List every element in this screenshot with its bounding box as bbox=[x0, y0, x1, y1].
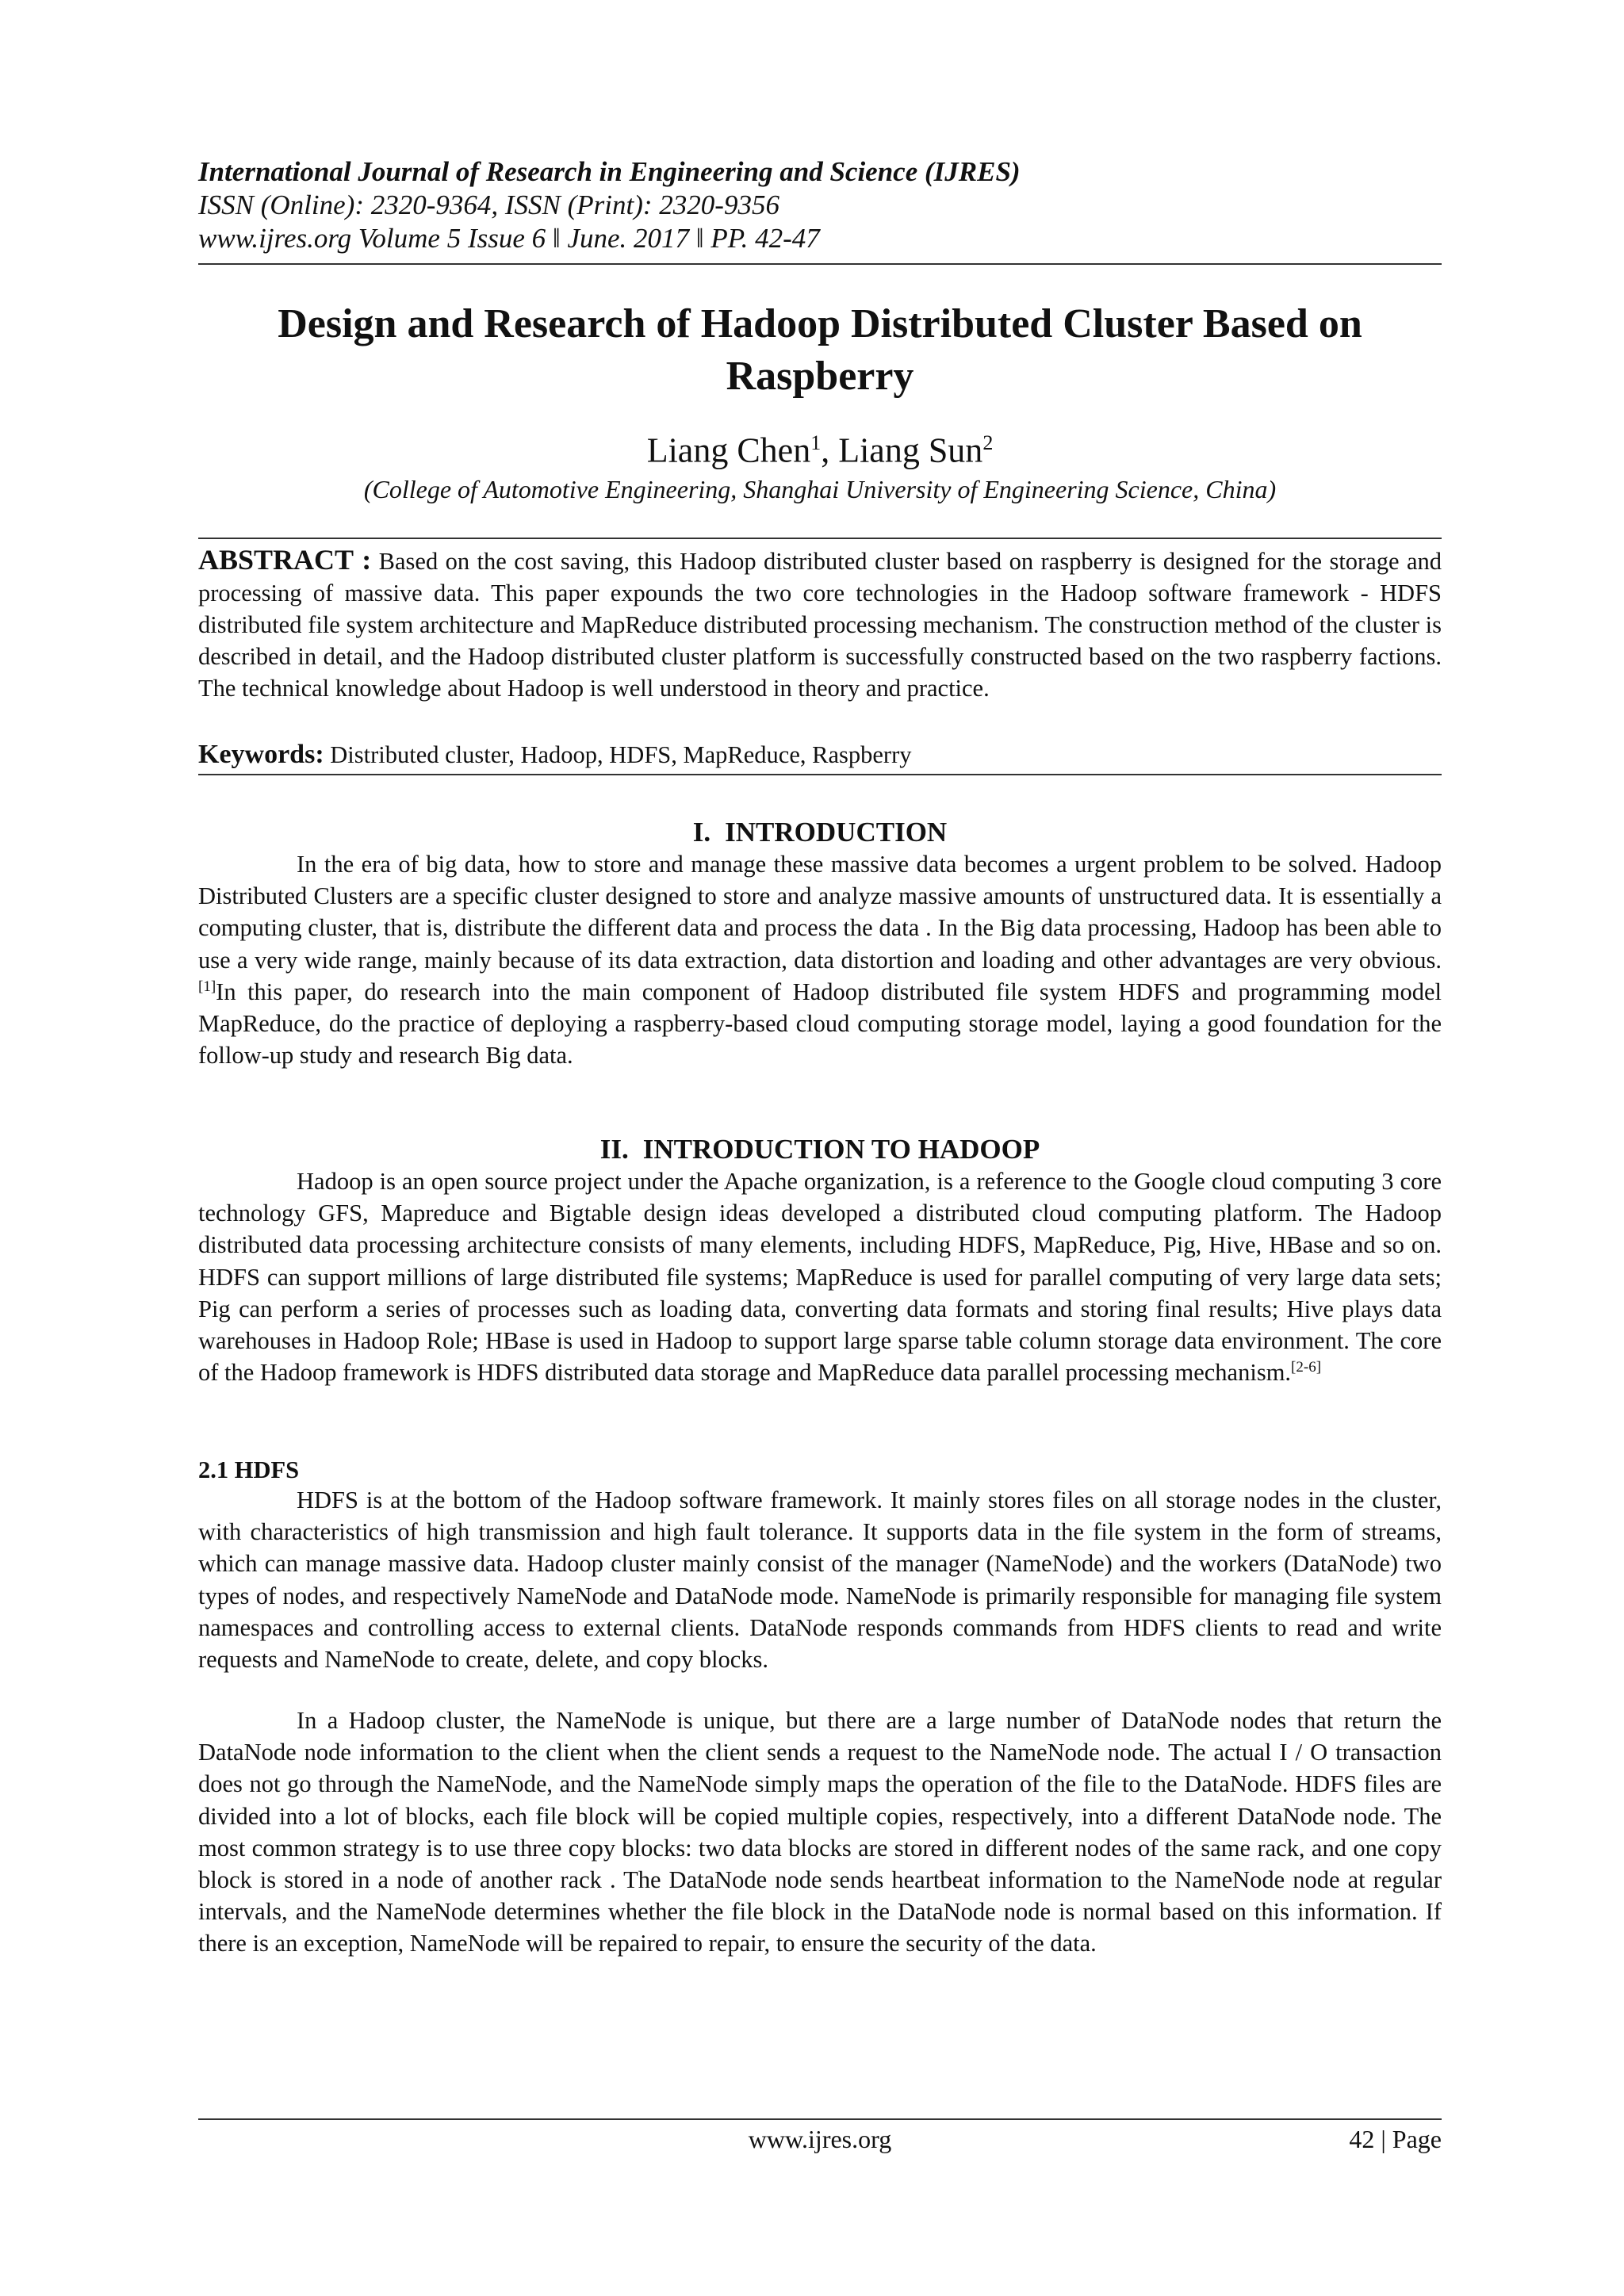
footer-website: www.ijres.org bbox=[748, 2125, 892, 2153]
journal-header bbox=[198, 155, 1442, 255]
journal-name: International Journal of Research in Engineering and Science (IJRES) bbox=[198, 156, 1021, 187]
section-number: I. bbox=[692, 817, 711, 848]
paper-title: Design and Research of Hadoop Distributed Cluster Based on Raspberry bbox=[278, 301, 1362, 399]
section-number: II. bbox=[599, 1134, 629, 1165]
keywords-line bbox=[198, 739, 1442, 771]
introduction-paragraph bbox=[198, 848, 1442, 1071]
journal-issn: ISSN (Online): 2320-9364, ISSN (Print): 2320-9356 bbox=[198, 189, 779, 220]
journal-volume-line: www.ijres.org Volume 5 Issue 6 ǁ June. 2017 ǁ PP. 42-47 bbox=[198, 223, 820, 254]
citation-ref: [2-6] bbox=[1291, 1359, 1322, 1376]
paper-page bbox=[198, 0, 1442, 2296]
footer-divider bbox=[198, 2118, 1442, 2120]
paragraph-text: In the era of big data, how to store and manage these massive data becomes a urgent problem to be solved. Hadoop Distributed Clusters are a specific cluster designed to store and analyze massive amounts of unstructured data. It is essentially a computing cluster, that is, distribute the different data and process the data . In the Big data processing, Hadoop has been able to use a very wide range, mainly because of its data extraction, data distortion and loading and other advantages are very obvious. bbox=[198, 851, 1442, 974]
abstract-block bbox=[198, 544, 1442, 704]
abstract-label: ABSTRACT : bbox=[198, 544, 372, 576]
author-name: Liang Sun bbox=[838, 430, 983, 470]
hdfs-paragraph-2: In a Hadoop cluster, the NameNode is unique, but there are a large number of DataNode nodes that return the DataNode node information to the client when the client sends a request to the NameNode node. The actual I / O transaction does not go through the NameNode, and the NameNode simply maps the operation of the file to the DataNode. HDFS files are divided into a lot of blocks, each file block will be copied multiple copies, respectively, into a different DataNode node. The most common strategy is to use three copy blocks: two data blocks are stored in different nodes of the same rack, and one copy block is stored in a node of another rack . The DataNode node sends heartbeat information to the NameNode node at regular intervals, and the NameNode determines whether the file block in the DataNode node is normal based on this information. If there is an exception, NameNode will be repaired to repair, to ensure the security of the data. bbox=[198, 1707, 1442, 1957]
author-line bbox=[198, 422, 1442, 473]
abstract-text: Based on the cost saving, this Hadoop distributed cluster based on raspberry is designed for the storage and processing of massive data. This paper expounds the two core technologies in the Hadoop software framework - HDFS distributed file system architecture and MapReduce distributed processing mechanism. The construction method of the cluster is described in detail, and the Hadoop distributed cluster platform is successfully constructed based on the two raspberry factions. The technical knowledge about Hadoop is well understood in theory and practice. bbox=[198, 548, 1442, 702]
subsection-heading-hdfs: 2.1 HDFS bbox=[198, 1456, 300, 1483]
author-name: Liang Chen bbox=[646, 430, 811, 470]
citation-ref: [1] bbox=[198, 978, 216, 995]
keywords-label: Keywords: bbox=[198, 740, 324, 769]
section-heading-introduction bbox=[198, 815, 1442, 850]
section-title: INTRODUCTION TO HADOOP bbox=[642, 1134, 1040, 1165]
abstract-bottom-divider bbox=[198, 774, 1442, 775]
keywords-text: Distributed cluster, Hadoop, HDFS, MapReduce, Raspberry bbox=[330, 741, 912, 768]
paragraph-text: In this paper, do research into the main component of Hadoop distributed file system HDFS and programming model MapReduce, do the practice of deploying a raspberry-based cloud computing storage model, laying a good foundation for the follow-up study and research Big data. bbox=[198, 978, 1442, 1070]
author-affiliation-marker: 2 bbox=[982, 431, 994, 454]
footer-page-number: 42 | Page bbox=[1349, 2125, 1442, 2153]
author-affiliation: (College of Automotive Engineering, Shanghai University of Engineering Science, China) bbox=[363, 475, 1277, 503]
paragraph-text: Hadoop is an open source project under the Apache organization, is a reference to the Google cloud computing 3 core technology GFS, Mapreduce and Bigtable design ideas developed a distributed cloud computing platform. The Hadoop distributed data processing architecture consists of many elements, including HDFS, MapReduce, Pig, Hive, HBase and so on. HDFS can support millions of large distributed file systems; MapReduce is used for parallel computing of very large data sets; Pig can perform a series of processes such as loading data, converting data formats and storing final results; Hive plays data warehouses in Hadoop Role; HBase is used in Hadoop to support large sparse table column storage data environment. The core of the Hadoop framework is HDFS distributed data storage and MapReduce data parallel processing mechanism. bbox=[198, 1168, 1442, 1387]
header-divider bbox=[198, 263, 1442, 265]
hadoop-paragraph bbox=[198, 1165, 1442, 1388]
hdfs-paragraph-1: HDFS is at the bottom of the Hadoop software framework. It mainly stores files on all storage nodes in the cluster, with characteristics of high transmission and high fault tolerance. It supports data in the file system in the form of streams, which can manage massive data. Hadoop cluster mainly consist of the manager (NameNode) and the workers (DataNode) two types of nodes, and respectively NameNode and DataNode mode. NameNode is primarily responsible for managing file system namespaces and controlling access to external clients. DataNode responds commands from HDFS clients to read and write requests and NameNode to create, delete, and copy blocks. bbox=[198, 1487, 1442, 1674]
section-title: INTRODUCTION bbox=[725, 817, 948, 848]
author-separator: , bbox=[821, 430, 839, 470]
abstract-top-divider bbox=[198, 538, 1442, 539]
author-affiliation-marker: 1 bbox=[810, 431, 822, 454]
section-heading-hadoop bbox=[198, 1132, 1442, 1167]
